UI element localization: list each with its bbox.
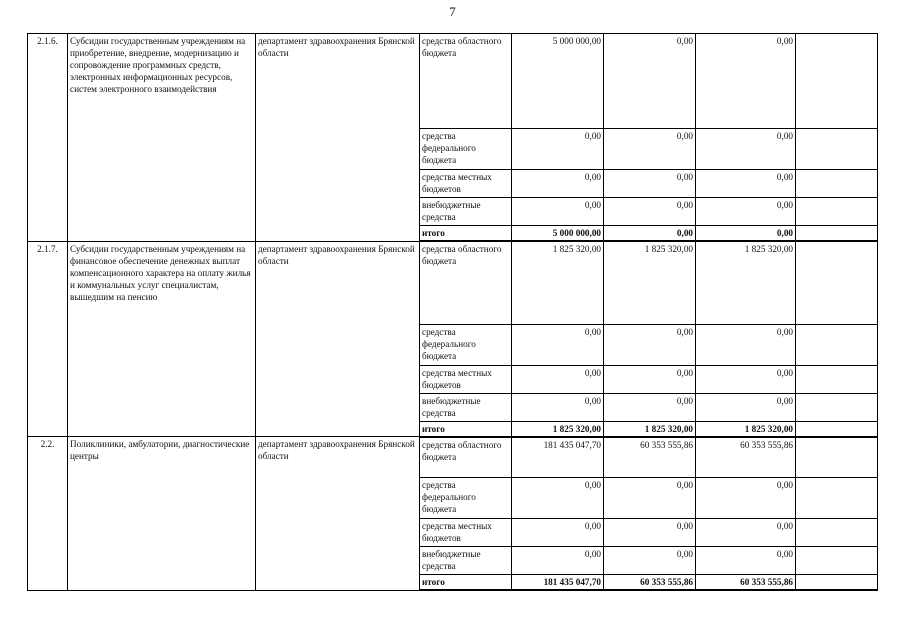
budget-table [27, 33, 878, 591]
section-executor: департамент здравоохранения Брянской области [256, 34, 420, 242]
empty-cell [796, 170, 878, 198]
empty-cell [796, 34, 878, 129]
funding-source: средства областного бюджета [420, 437, 512, 478]
amount-2: 0,00 [604, 393, 696, 421]
funding-source: средства федерального бюджета [420, 478, 512, 519]
total-2: 60 353 555,86 [604, 575, 696, 591]
amount-3: 0,00 [696, 34, 796, 129]
amount-1: 0,00 [512, 198, 604, 226]
amount-3: 0,00 [696, 547, 796, 575]
amount-1: 0,00 [512, 478, 604, 519]
amount-3: 0,00 [696, 198, 796, 226]
empty-cell [796, 241, 878, 324]
total-3: 0,00 [696, 226, 796, 242]
amount-1: 0,00 [512, 324, 604, 365]
amount-2: 1 825 320,00 [604, 241, 696, 324]
section-executor: департамент здравоохранения Брянской области [256, 437, 420, 591]
amount-1: 181 435 047,70 [512, 437, 604, 478]
amount-3: 0,00 [696, 324, 796, 365]
total-label: итого [420, 575, 512, 591]
section-code: 2.2. [28, 437, 68, 591]
section-executor: департамент здравоохранения Брянской области [256, 241, 420, 437]
empty-cell [796, 519, 878, 547]
amount-1: 0,00 [512, 547, 604, 575]
amount-2: 0,00 [604, 478, 696, 519]
amount-3: 0,00 [696, 129, 796, 170]
funding-source: средства федерального бюджета [420, 129, 512, 170]
amount-1: 0,00 [512, 365, 604, 393]
empty-cell [796, 226, 878, 242]
total-1: 1 825 320,00 [512, 421, 604, 437]
empty-cell [796, 324, 878, 365]
total-label: итого [420, 226, 512, 242]
amount-2: 0,00 [604, 324, 696, 365]
amount-3: 0,00 [696, 519, 796, 547]
empty-cell [796, 198, 878, 226]
table-row [28, 34, 878, 129]
funding-source: средства областного бюджета [420, 34, 512, 129]
amount-3: 60 353 555,86 [696, 437, 796, 478]
empty-cell [796, 437, 878, 478]
empty-cell [796, 393, 878, 421]
funding-source: средства местных бюджетов [420, 170, 512, 198]
total-1: 5 000 000,00 [512, 226, 604, 242]
funding-source: внебюджетные средства [420, 547, 512, 575]
amount-1: 0,00 [512, 393, 604, 421]
amount-3: 1 825 320,00 [696, 241, 796, 324]
empty-cell [796, 575, 878, 591]
amount-2: 0,00 [604, 365, 696, 393]
empty-cell [796, 478, 878, 519]
funding-source: внебюджетные средства [420, 198, 512, 226]
funding-source: внебюджетные средства [420, 393, 512, 421]
total-1: 181 435 047,70 [512, 575, 604, 591]
empty-cell [796, 421, 878, 437]
amount-2: 0,00 [604, 547, 696, 575]
empty-cell [796, 129, 878, 170]
amount-3: 0,00 [696, 478, 796, 519]
amount-3: 0,00 [696, 393, 796, 421]
amount-2: 0,00 [604, 34, 696, 129]
section-name: Поликлиники, амбулатории, диагностические центры [68, 437, 256, 591]
funding-source: средства федерального бюджета [420, 324, 512, 365]
section-code: 2.1.6. [28, 34, 68, 242]
amount-1: 0,00 [512, 170, 604, 198]
amount-2: 0,00 [604, 198, 696, 226]
empty-cell [796, 547, 878, 575]
empty-cell [796, 365, 878, 393]
funding-source: средства местных бюджетов [420, 365, 512, 393]
total-2: 1 825 320,00 [604, 421, 696, 437]
funding-source: средства местных бюджетов [420, 519, 512, 547]
amount-2: 0,00 [604, 129, 696, 170]
section-code: 2.1.7. [28, 241, 68, 437]
amount-1: 0,00 [512, 519, 604, 547]
funding-source: средства областного бюджета [420, 241, 512, 324]
total-3: 60 353 555,86 [696, 575, 796, 591]
total-label: итого [420, 421, 512, 437]
amount-1: 5 000 000,00 [512, 34, 604, 129]
amount-3: 0,00 [696, 365, 796, 393]
table-row [28, 241, 878, 324]
amount-2: 60 353 555,86 [604, 437, 696, 478]
amount-3: 0,00 [696, 170, 796, 198]
amount-1: 1 825 320,00 [512, 241, 604, 324]
amount-2: 0,00 [604, 170, 696, 198]
total-3: 1 825 320,00 [696, 421, 796, 437]
amount-2: 0,00 [604, 519, 696, 547]
section-name: Субсидии государственным учреждениям на финансовое обеспечение денежных выплат компенсационного характера на оплату жилья и коммунальных услуг специалистам, вышедшим на пенсию [68, 241, 256, 437]
section-name: Субсидии государственным учреждениям на приобретение, внедрение, модернизацию и сопровождение программных средств, электронных информационных ресурсов, систем электронного взаимодействия [68, 34, 256, 242]
amount-1: 0,00 [512, 129, 604, 170]
table-row [28, 437, 878, 478]
page-number: 7 [449, 4, 456, 19]
total-2: 0,00 [604, 226, 696, 242]
